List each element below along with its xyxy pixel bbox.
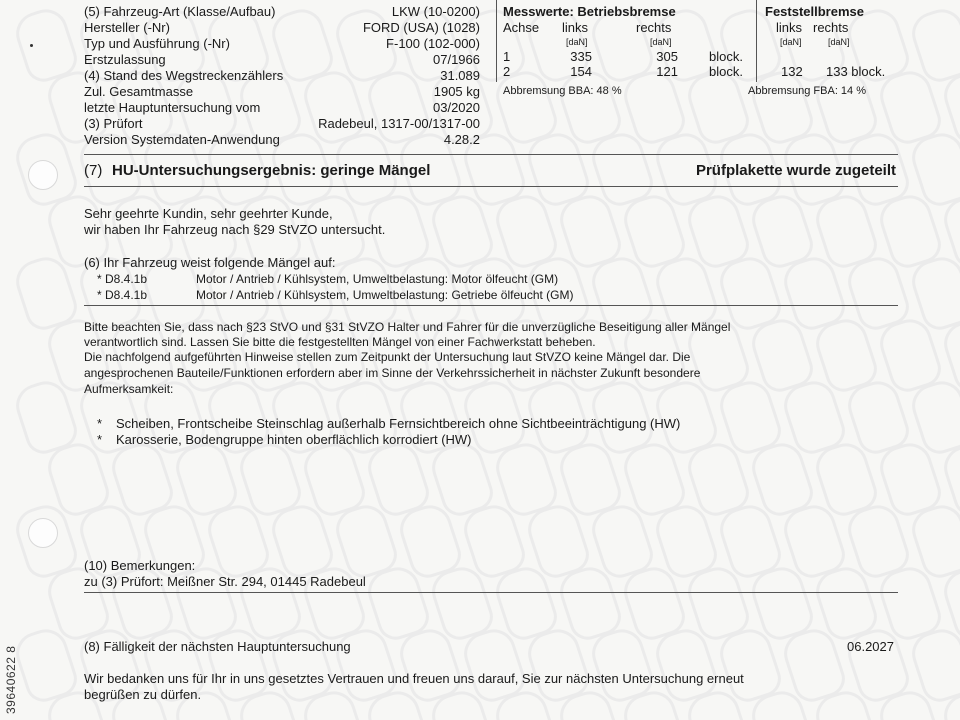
watermark-logo (458, 624, 529, 707)
result-prefix: (7) (84, 162, 103, 179)
divider-vertical (496, 0, 497, 82)
watermark-logo (938, 686, 960, 720)
watermark-logo (42, 438, 113, 521)
watermark-logo (362, 686, 433, 720)
watermark-logo (874, 562, 945, 645)
divider-vertical (756, 0, 757, 82)
watermark-logo (426, 686, 497, 720)
watermark-logo (266, 500, 337, 583)
watermark-logo (298, 686, 369, 720)
watermark-logo (938, 438, 960, 521)
watermark-logo (330, 500, 401, 583)
divider (84, 154, 898, 155)
watermark-logo (874, 314, 945, 397)
watermark-logo (490, 686, 561, 720)
watermark-logo (714, 376, 785, 459)
watermark-logo (426, 562, 497, 645)
right-value: 305 (656, 49, 678, 64)
service-brake-title: Messwerte: Betriebsbremse (503, 4, 676, 19)
defect-code: * D8.4.1b (97, 272, 148, 286)
watermark-logo (842, 500, 913, 583)
vehicle-label: (3) Prüfort (84, 116, 143, 131)
bba-value: Abbremsung BBA: 48 % (503, 85, 622, 97)
result-title: HU-Untersuchungsergebnis: geringe Mängel (112, 162, 431, 179)
watermark-logo (810, 190, 881, 273)
vehicle-value: 03/2020 (433, 100, 480, 115)
watermark-logo (554, 438, 625, 521)
notice-line: Aufmerksamkeit: (84, 382, 174, 396)
watermark-logo (10, 252, 81, 335)
watermark-logo (682, 686, 753, 720)
watermark-logo (778, 500, 849, 583)
watermark-logo (682, 562, 753, 645)
next-inspection-date: 06.2027 (847, 639, 894, 654)
vehicle-value: F-100 (102-000) (386, 36, 480, 51)
hint-bullet: * (97, 432, 103, 447)
watermark-logo (714, 624, 785, 707)
axle-header: Achse (503, 20, 540, 35)
watermark-logo (874, 686, 945, 720)
watermark-logo (938, 190, 960, 273)
watermark-logo (10, 376, 81, 459)
watermark-logo (458, 500, 529, 583)
vehicle-label: Version Systemdaten-Anwendung (84, 132, 280, 147)
watermark-logo (874, 190, 945, 273)
watermark-logo (938, 66, 960, 149)
unit-label: [daN] (780, 37, 802, 47)
watermark-logo (362, 438, 433, 521)
next-inspection-label: (8) Fälligkeit der nächsten Hauptuntersuchung (84, 639, 351, 654)
remarks-text: zu (3) Prüfort: Meißner Str. 294, 01445 Radebeul (84, 574, 366, 589)
defects-heading: (6) Ihr Fahrzeug weist folgende Mängel auf: (84, 255, 336, 270)
watermark-logo (938, 562, 960, 645)
sticker-status: Prüfplakette wurde zugeteilt (695, 162, 896, 179)
watermark-logo (522, 500, 593, 583)
defect-text: Motor / Antrieb / Kühlsystem, Umweltbelastung: Motor ölfeucht (GM) (196, 272, 559, 286)
vehicle-label: Erstzulassung (84, 52, 166, 67)
watermark-logo (490, 190, 561, 273)
divider (84, 592, 898, 593)
watermark-logo (746, 686, 817, 720)
watermark-logo (10, 624, 81, 707)
watermark-logo (490, 438, 561, 521)
watermark-logo (842, 624, 913, 707)
left-header: links (776, 20, 803, 35)
watermark-logo (746, 190, 817, 273)
watermark-logo (586, 500, 657, 583)
watermark-logo (618, 562, 689, 645)
watermark-logo (234, 686, 305, 720)
watermark-logo (106, 438, 177, 521)
watermark-logo (938, 314, 960, 397)
scan-dot (30, 44, 33, 47)
watermark-logo (170, 438, 241, 521)
notice-line: angesprochenen Bauteile/Funktionen erfordern aber im Sinne der Verkehrssicherheit in nächster Zukunft besondere (84, 366, 701, 380)
notice-line: verantwortlich sind. Lassen Sie bitte die festgestellten Mängel von einer Fachwerkstatt beheben. (84, 335, 596, 349)
watermark-logo (522, 128, 593, 211)
unit-label: [daN] (828, 37, 850, 47)
vehicle-label: Hersteller (-Nr) (84, 20, 170, 35)
hint-text: Karosserie, Bodengruppe hinten oberflächlich korrodiert (HW) (116, 432, 472, 447)
watermark-logo (266, 624, 337, 707)
watermark-logo (810, 686, 881, 720)
watermark-logo (682, 438, 753, 521)
watermark-logo (874, 438, 945, 521)
watermark-logo (906, 128, 960, 211)
punch-hole-top (28, 160, 58, 190)
right-value: 121 (656, 64, 678, 79)
right-header: rechts (813, 20, 849, 35)
greeting-line: wir haben Ihr Fahrzeug nach §29 StVZO untersucht. (84, 222, 386, 237)
divider (84, 305, 898, 306)
watermark-logo (906, 252, 960, 335)
watermark-logo (842, 376, 913, 459)
block-status: block. (709, 49, 743, 64)
watermark-logo (618, 66, 689, 149)
axle-number: 1 (503, 49, 511, 64)
remarks-heading: (10) Bemerkungen: (84, 558, 196, 573)
block-status: block. (709, 64, 743, 79)
closing-line: begrüßen zu dürfen. (84, 687, 202, 702)
notice-line: Die nachfolgend aufgeführten Hinweise stellen zum Zeitpunkt der Untersuchung laut StVZO keine Mängel dar. Die (84, 350, 691, 364)
watermark-logo (682, 190, 753, 273)
watermark-logo (490, 562, 561, 645)
greeting-line: Sehr geehrte Kundin, sehr geehrter Kunde, (84, 206, 333, 221)
vehicle-value: Radebeul, 1317-00/1317-00 (318, 116, 480, 131)
unit-label: [daN] (650, 37, 672, 47)
hint-text: Scheiben, Frontscheibe Steinschlag außerhalb Fernsichtbereich ohne Sichtbeeinträchtigung (HW) (116, 416, 681, 431)
right-header: rechts (636, 20, 672, 35)
watermark-logo (490, 66, 561, 149)
vehicle-label: Zul. Gesamtmasse (84, 84, 194, 99)
left-header: links (562, 20, 589, 35)
divider (84, 186, 898, 187)
watermark-logo (554, 190, 625, 273)
watermark-logo (650, 624, 721, 707)
hint-bullet: * (97, 416, 103, 431)
defect-text: Motor / Antrieb / Kühlsystem, Umweltbelastung: Getriebe ölfeucht (GM) (196, 288, 574, 302)
punch-hole-bottom (28, 518, 58, 548)
axle-number: 2 (503, 64, 511, 79)
vehicle-label: (5) Fahrzeug-Art (Klasse/Aufbau) (84, 4, 276, 19)
watermark-logo (618, 190, 689, 273)
watermark-logo (714, 500, 785, 583)
watermark-logo (586, 624, 657, 707)
watermark-logo (298, 438, 369, 521)
vehicle-value: 1905 kg (433, 84, 480, 99)
parking-right-value: 133 block. (826, 64, 886, 79)
watermark-logo (810, 438, 881, 521)
watermark-logo (810, 314, 881, 397)
vehicle-label: letzte Hauptuntersuchung vom (84, 100, 261, 115)
watermark-logo (906, 624, 960, 707)
watermark-logo (810, 562, 881, 645)
unit-label: [daN] (566, 37, 588, 47)
vehicle-value: 31.089 (440, 68, 480, 83)
watermark-logo (202, 624, 273, 707)
watermark-logo (234, 438, 305, 521)
watermark-logo (778, 376, 849, 459)
document-number: 39640622 8 (4, 645, 18, 714)
parking-brake-title: Feststellbremse (765, 4, 864, 19)
watermark-logo (650, 500, 721, 583)
watermark-logo (618, 438, 689, 521)
watermark-logo (330, 624, 401, 707)
watermark-logo (362, 562, 433, 645)
defect-code: * D8.4.1b (97, 288, 148, 302)
watermark-logo (874, 66, 945, 149)
parking-left-value: 132 (781, 64, 803, 79)
closing-line: Wir bedanken uns für Ihr in uns gesetztes Vertrauen und freuen uns darauf, Sie zur nächsten Untersuchung erneut (84, 671, 744, 686)
watermark-logo (554, 686, 625, 720)
watermark-logo (298, 66, 369, 149)
watermark-logo (746, 562, 817, 645)
vehicle-label: (4) Stand des Wegstreckenzählers (84, 68, 284, 83)
watermark-logo (10, 4, 81, 87)
watermark-logo (746, 314, 817, 397)
watermark-logo (426, 190, 497, 273)
watermark-logo (202, 500, 273, 583)
watermark-logo (906, 500, 960, 583)
watermark-logo (906, 4, 960, 87)
vehicle-label: Typ und Ausführung (-Nr) (84, 36, 230, 51)
watermark-logo (394, 624, 465, 707)
vehicle-value: 07/1966 (433, 52, 480, 67)
watermark-logo (778, 624, 849, 707)
watermark-logo (906, 376, 960, 459)
watermark-logo (522, 624, 593, 707)
watermark-logo (778, 252, 849, 335)
fba-value: Abbremsung FBA: 14 % (748, 85, 867, 97)
left-value: 154 (570, 64, 592, 79)
watermark-logo (394, 500, 465, 583)
vehicle-value: FORD (USA) (1028) (362, 20, 480, 35)
watermark-logo (746, 438, 817, 521)
watermark-logo (586, 128, 657, 211)
left-value: 335 (570, 49, 592, 64)
watermark-logo (426, 438, 497, 521)
watermark-logo (362, 66, 433, 149)
watermark-logo (842, 252, 913, 335)
watermark-logo (554, 562, 625, 645)
vehicle-value: 4.28.2 (443, 132, 480, 147)
notice-line: Bitte beachten Sie, dass nach §23 StVO und §31 StVZO Halter und Fahrer für die unverzügliche Beseitigung aller Mängel (84, 320, 731, 334)
watermark-logo (618, 686, 689, 720)
vehicle-value: LKW (10-0200) (391, 4, 480, 19)
